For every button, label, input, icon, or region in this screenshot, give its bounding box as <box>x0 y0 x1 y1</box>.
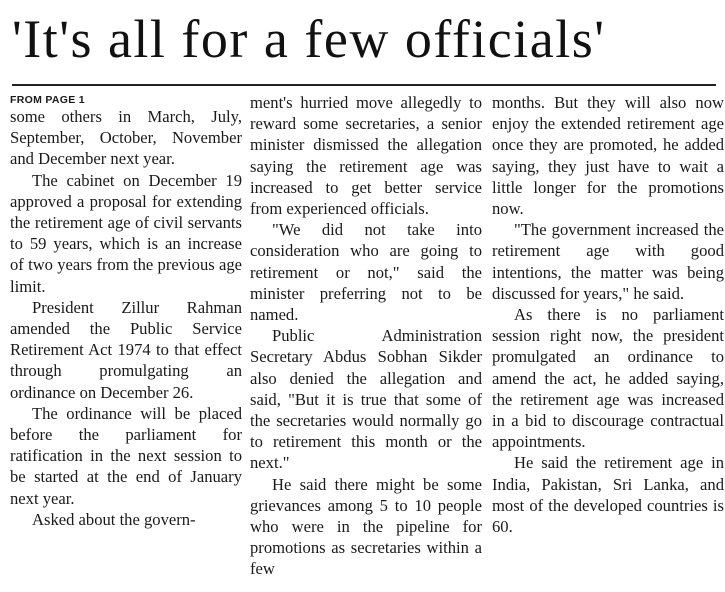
paragraph: some others in March, July, September, October, November and December next year. <box>10 107 242 169</box>
kicker-from-page: FROM PAGE 1 <box>10 94 85 106</box>
article-column-3 <box>492 92 724 537</box>
article-headline: 'It's all for a few officials' <box>12 9 606 69</box>
paragraph: "The government increased the retirement age with good intentions, the matter was being discussed for years," he said. <box>492 220 724 303</box>
paragraph: The cabinet on December 19 approved a proposal for extending the retirement age of civil servants to 59 years, which is an increase of two years from the previous age limit. <box>10 170 242 296</box>
article-column-2 <box>250 92 482 580</box>
paragraph: The ordinance will be placed before the parliament for ratification in the next session to be started at the end of January next year. <box>10 403 242 508</box>
paragraph: Asked about the govern- <box>32 509 196 529</box>
paragraph: He said there might be some grievances among 5 to 10 people who were in the pipeline for promotions as secretaries within a few <box>250 474 482 579</box>
article-column-1 <box>10 92 242 530</box>
paragraph: "We did not take into consideration who are going to retirement or not," said the minister preferring not to be named. <box>250 220 482 325</box>
paragraph: ment's hurried move allegedly to reward some secretaries, a senior minister dismissed the allegation saying the retirement age was increased to get better service from experienced officials. <box>250 93 482 219</box>
paragraph: As there is no parliament session right now, the president promulgated an ordinance to amend the act, he added saying, the retirement age was increased in a bid to discourage contractual appointments. <box>492 305 724 452</box>
paragraph: He said the retirement age in India, Pakistan, Sri Lanka, and most of the developed countries is 60. <box>492 453 724 537</box>
headline-divider <box>12 84 716 86</box>
paragraph: months. But they will also now enjoy the extended retirement age once they are promoted, he added saying, they just have to wait a little longer for the promotions now. <box>492 93 724 219</box>
paragraph: President Zillur Rahman amended the Public Service Retirement Act 1974 to that effect through promulgating an ordinance on December 26. <box>10 297 242 402</box>
paragraph: Public Administration Secretary Abdus Sobhan Sikder also denied the allegation and said, "But it is true that some of the secretaries would normally go to retirement this month or the next." <box>250 326 482 473</box>
